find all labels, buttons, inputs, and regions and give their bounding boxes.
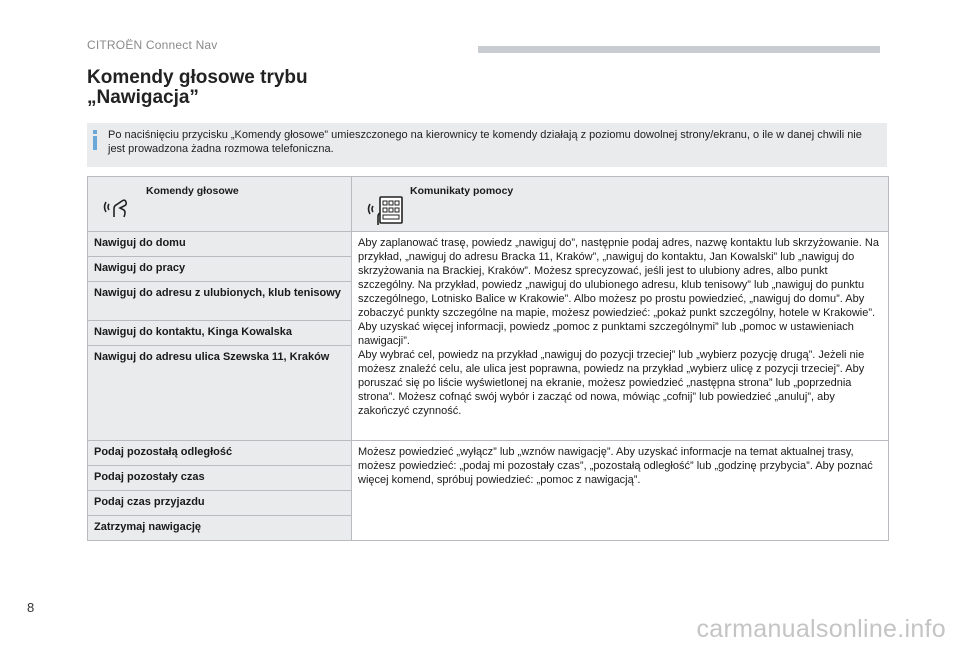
command-cell: Podaj pozostały czas [88,466,352,491]
header-bar [478,46,880,53]
help-text-navigation: Aby zaplanować trasę, powiedz „nawiguj do”, następnie podaj adres, nazwę kontaktu lub skrzyżowanie. Na przykład, „nawiguj do adresu Bracka 11, Kraków”, „nawiguj do kontaktu, Jan Kowalski” lub „nawiguj do skrzyżowania na Brackiej, Kraków”. Możesz sprecyzować, jeśli jest to ulubiony adres, albo punkt szczególny. Na przykład, powiedz „nawiguj do ulubionego adresu, klub tenisowy” lub „nawiguj do punktu szczególnego, Lotnisko Balice w Krakowie”. Albo możesz po prostu powiedzieć, „nawiguj do domu”. Aby zobaczyć punkty szczególne na mapie, możesz powiedzieć: „pokaż punkt szczególny, hotele w Krakowie”. Aby uzyskać więcej informacji, powiedz „pomoc z punktami szczególnymi” lub „pomoc w ustawieniach nawigacji”. [358,237,879,347]
header-help-label: Komunikaty pomocy [410,185,514,197]
help-cell-navigation [352,232,889,441]
voice-help-icon [366,193,404,231]
page-title [87,68,308,108]
command-cell: Podaj czas przyjazdu [88,491,352,516]
help-cell-route-info: Możesz powiedzieć „wyłącz” lub „wznów nawigację”. Aby uzyskać informacje na temat aktualnej trasy, możesz powiedzieć: „podaj mi pozostały czas”, „pozostałą odległość” lub „godzinę przybycia”. Aby poznać więcej komend, spróbuj powiedzieć: „pomoc z nawigacją”. [352,441,889,541]
page-title-line1: Komendy głosowe trybu [87,67,308,88]
header-title: CITROËN Connect Nav [87,38,218,52]
page-number: 8 [27,600,35,615]
command-cell: Nawiguj do adresu z ulubionych, klub tenisowy [88,282,352,321]
table-row [88,232,889,257]
table-header-row [88,177,889,232]
command-cell: Nawiguj do domu [88,232,352,257]
command-cell: Podaj pozostałą odległość [88,441,352,466]
command-cell: Nawiguj do pracy [88,257,352,282]
command-cell: Nawiguj do kontaktu, Kinga Kowalska [88,321,352,346]
watermark: carmanualsonline.info [696,615,946,643]
command-cell: Zatrzymaj nawigację [88,516,352,541]
header-commands [88,177,352,232]
header-help [352,177,889,232]
info-text: Po naciśnięciu przycisku „Komendy głosowe” umieszczonego na kierownicy te komendy działają z poziomu dowolnej strony/ekranu, o ile w danej chwili nie jest prowadzona żadna rozmowa telefoniczna. [108,129,862,155]
info-icon [93,130,97,150]
table-row [88,441,889,466]
header-commands-label: Komendy głosowe [146,185,239,197]
info-box [87,123,887,167]
page-title-line2: „Nawigacja” [87,87,199,108]
voice-command-icon [102,193,130,223]
command-cell: Nawiguj do adresu ulica Szewska 11, Kraków [88,346,352,441]
help-text-navigation-select: Aby wybrać cel, powiedz na przykład „nawiguj do pozycji trzeciej” lub „wybierz pozycję drugą”. Jeżeli nie możesz znaleźć celu, ale ulica jest poprawna, powiedz na przykład „wybierz ulicę z pozycji trzeciej”. Aby poruszać się po liście wyświetlonej na ekranie, możesz powiedzieć „następna strona” lub „poprzednia strona”. Możesz cofnąć swój wybór i zacząć od nowa, mówiąc „cofnij” lub powiedzieć „anuluj”, aby zakończyć czynność. [358,349,865,417]
voice-commands-table [87,176,889,541]
